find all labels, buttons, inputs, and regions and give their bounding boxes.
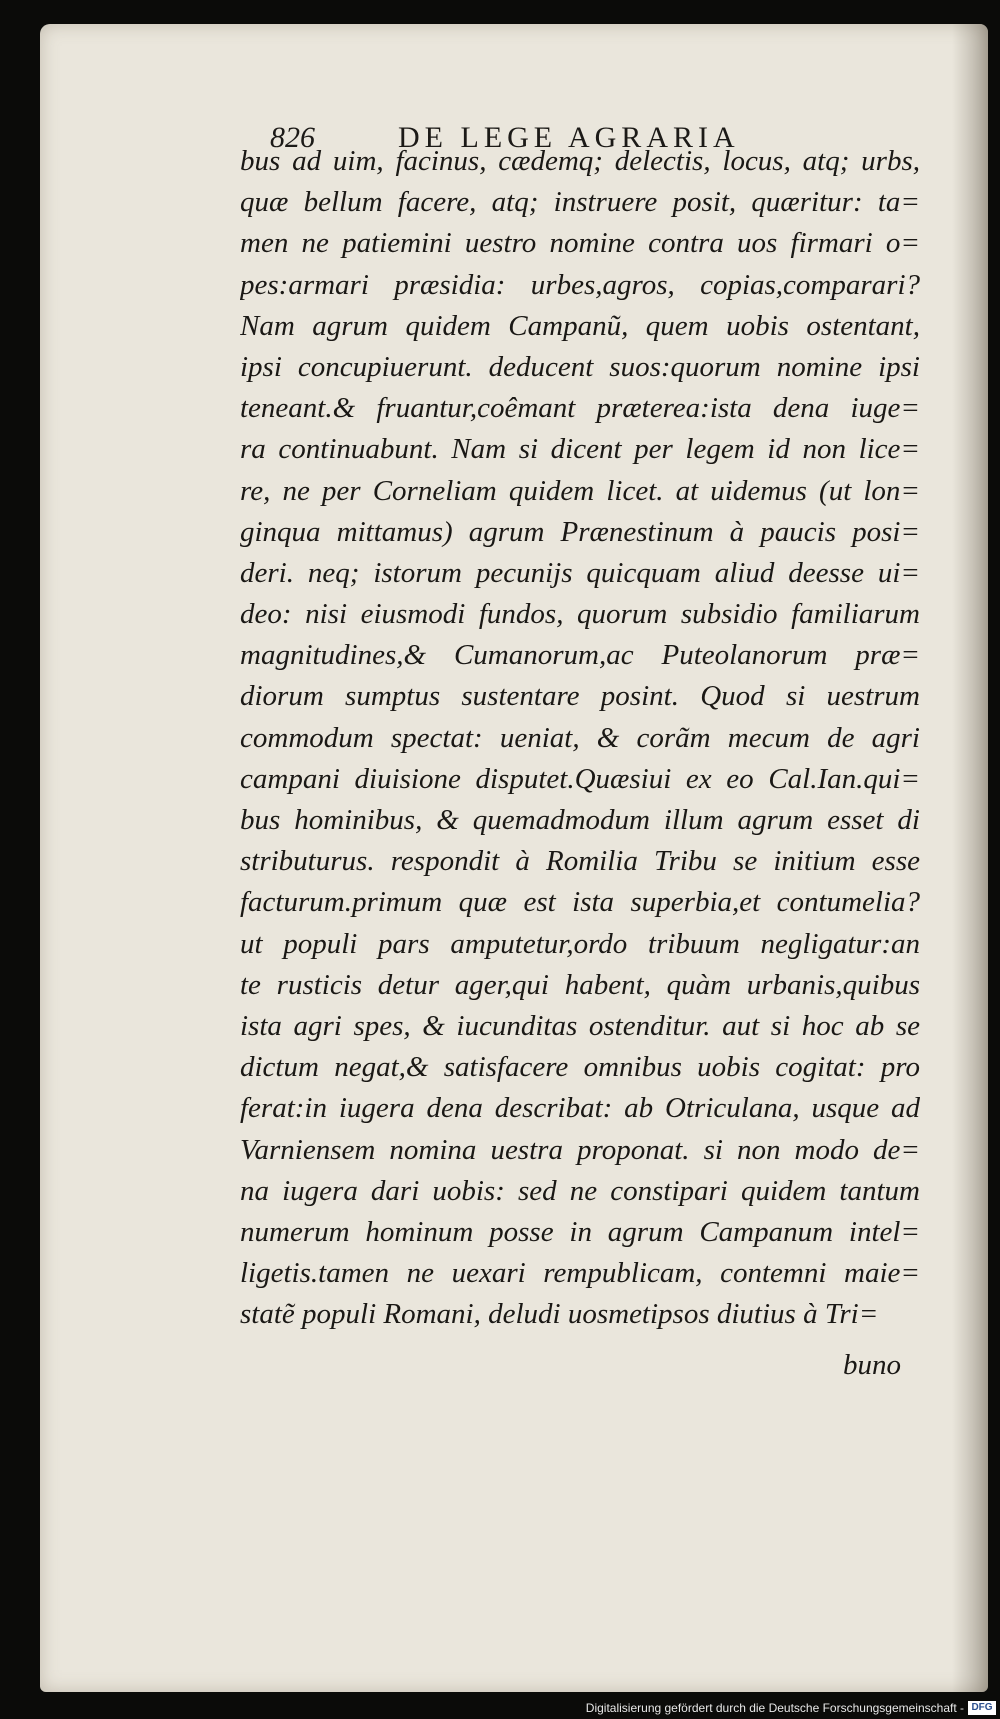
text-line: diorum sumptus sustentare posint. Quod si uestrum	[240, 680, 920, 713]
text-line: ligetis.tamen ne uexari rempublicam, contemni maie=	[240, 1257, 920, 1290]
text-line: numerum hominum posse in agrum Campanum intel=	[240, 1215, 920, 1248]
text-line: ut populi pars amputetur,ordo tribuum negligatur:an	[240, 927, 920, 960]
text-line: ista agri spes, & iucunditas ostenditur. aut si hoc ab se	[240, 1009, 920, 1042]
text-line: commodum spectat: ueniat, & corãm mecum de agri	[240, 721, 920, 754]
text-line: bus ad uim, facinus, cædemq; delectis, locus, atq; urbs,	[240, 145, 920, 177]
text-line: campani diuisione disputet.Quæsiui ex eo Cal.Ian.qui=	[240, 762, 920, 795]
text-line: Varniensem nomina uestra proponat. si non modo de=	[240, 1133, 920, 1166]
text-line: stributurus. respondit à Romilia Tribu se initium esse	[240, 845, 920, 878]
body-text	[240, 141, 920, 1335]
text-line: ipsi concupiuerunt. deducent suos:quorum nomine ipsi	[240, 350, 920, 383]
dfg-logo: DFG	[968, 1701, 996, 1715]
text-line: quæ bellum facere, atq; instruere posit, quæritur: ta=	[240, 186, 920, 219]
catchword: buno	[843, 1349, 901, 1381]
text-line: statẽ populi Romani, deludi uosmetipsos diutius à Tri=	[240, 1298, 879, 1331]
text-line: re, ne per Corneliam quidem licet. at uidemus (ut lon=	[240, 474, 920, 507]
text-line: ginqua mittamus) agrum Prænestinum à paucis posi=	[240, 515, 920, 548]
footer-bar	[0, 1699, 1000, 1719]
text-line: na iugera dari uobis: sed ne constipari quidem tantum	[240, 1174, 920, 1207]
text-line: deo: nisi eiusmodi fundos, quorum subsidio familiarum	[240, 598, 920, 631]
text-line: teneant.& fruantur,coêmant præterea:ista dena iuge=	[240, 392, 920, 425]
text-line: facturum.primum quæ est ista superbia,et contumelia?	[240, 886, 920, 919]
digitization-credit: Digitalisierung gefördert durch die Deutsche Forschungsgemeinschaft -	[585, 1701, 964, 1715]
text-line: ra continuabunt. Nam si dicent per legem id non lice=	[240, 433, 920, 466]
text-line: ferat:in iugera dena describat: ab Otriculana, usque ad	[240, 1092, 920, 1125]
page-number: 826	[270, 121, 315, 154]
text-line: men ne patiemini uestro nomine contra uos firmari o=	[240, 227, 920, 260]
text-line: bus hominibus, & quemadmodum illum agrum esset di	[240, 804, 920, 836]
text-line: Nam agrum quidem Campanũ, quem uobis ostentant,	[240, 309, 920, 342]
text-line: dictum negat,& satisfacere omnibus uobis cogitat: pro	[240, 1051, 920, 1084]
text-line: deri. neq; istorum pecunijs quicquam aliud deesse ui=	[240, 556, 920, 589]
text-line: te rusticis detur ager,qui habent, quàm urbanis,quibus	[240, 968, 920, 1001]
text-line: magnitudines,& Cumanorum,ac Puteolanorum præ=	[240, 639, 920, 672]
text-line: pes:armari præsidia: urbes,agros, copias,comparari?	[240, 268, 920, 301]
running-title: DE LEGE AGRARIA	[398, 121, 740, 154]
